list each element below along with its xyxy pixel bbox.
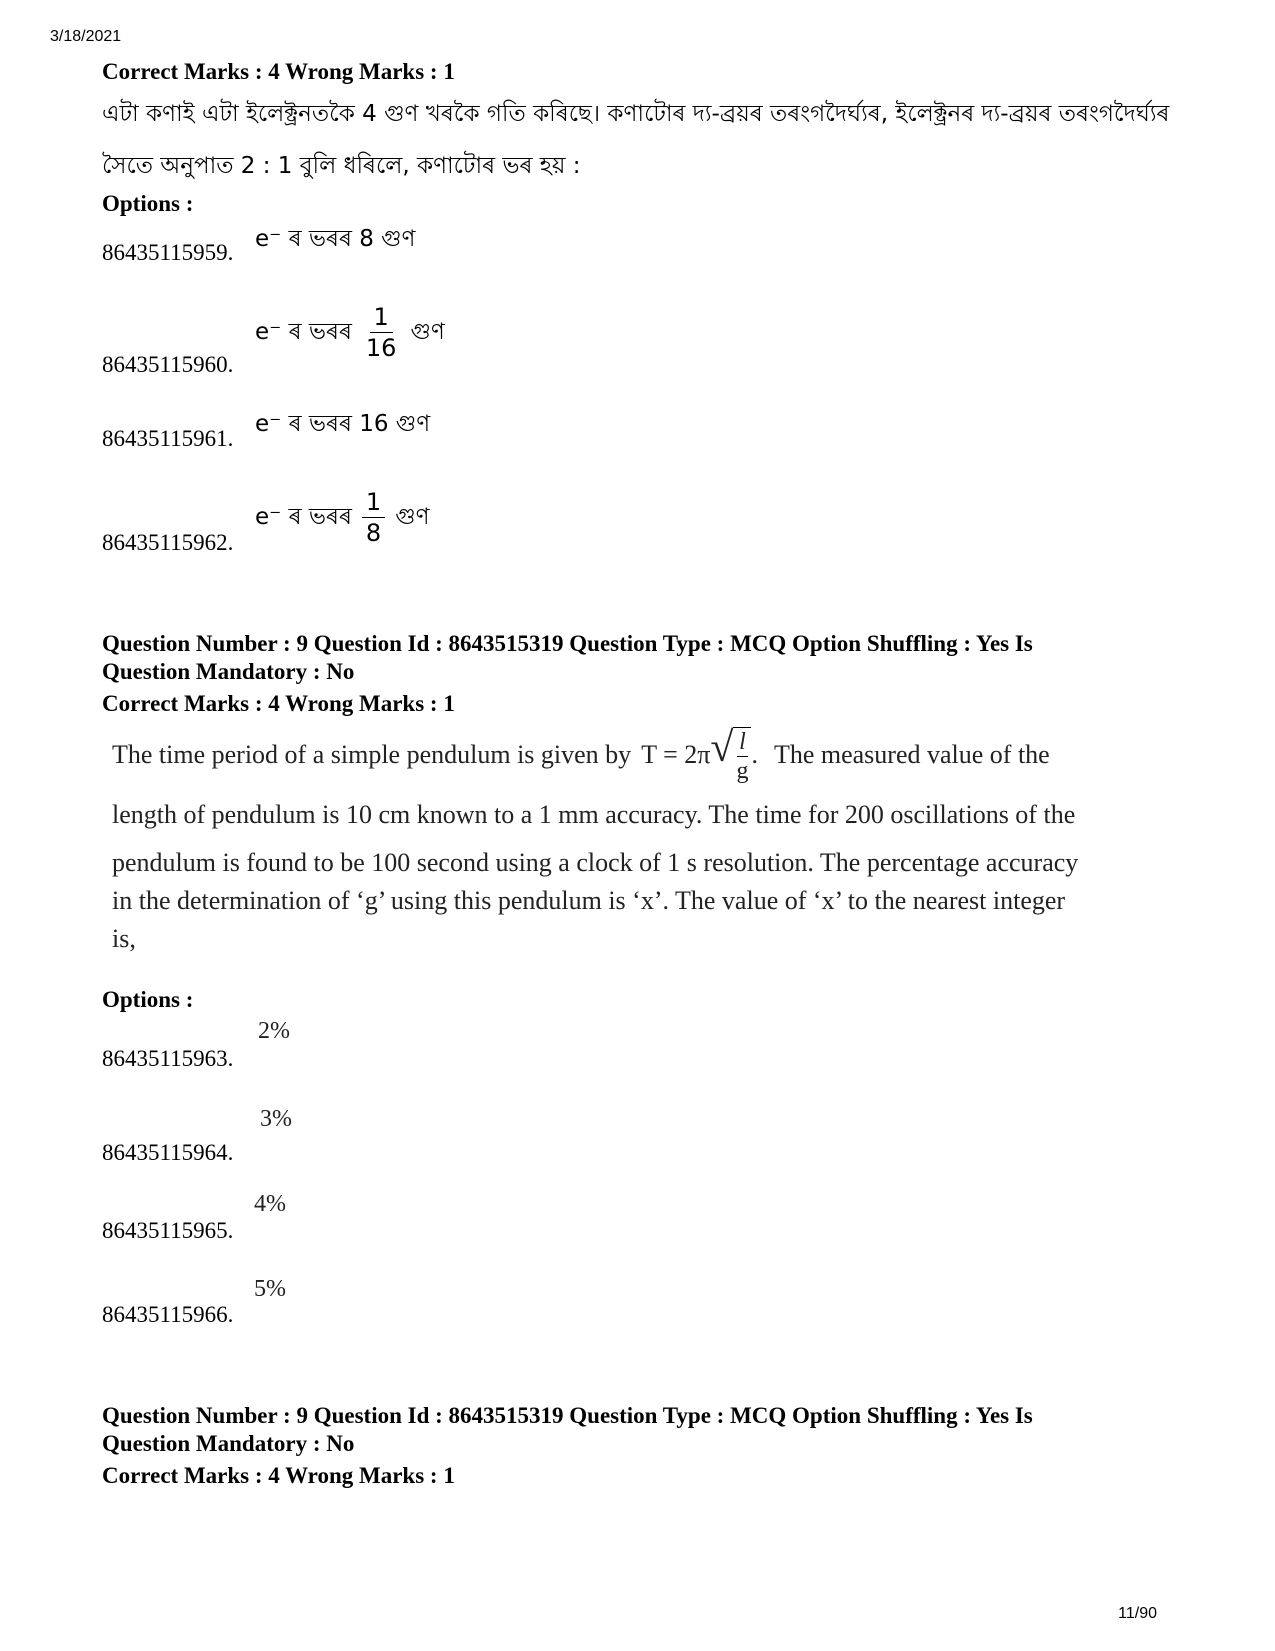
q9-stem-line2: length of pendulum is 10 cm known to a 1 mm accuracy. The time for 200 oscillations of the — [112, 800, 1076, 829]
page-number: 11/90 — [1118, 1605, 1157, 1622]
q9-option-1-value: 2% — [258, 1018, 290, 1044]
q8-option-1-id: 86435115959. — [102, 240, 234, 265]
q9-stem-line1-b: The measured value of the — [773, 740, 1050, 769]
q8-option-2-prefix: e⁻ ৰ ভৰৰ — [255, 319, 352, 345]
radicand-fraction — [733, 727, 751, 783]
q9-option-2-id: 86435115964. — [102, 1140, 234, 1165]
q8-option-3-id: 86435115961. — [102, 426, 234, 451]
pendulum-formula — [641, 727, 758, 783]
formula-lhs: T = 2π — [641, 740, 711, 769]
q9-option-4-id: 86435115966. — [102, 1302, 234, 1327]
q9-option-2-value: 3% — [260, 1106, 292, 1132]
q8-option-2-fraction — [362, 305, 401, 360]
fraction-denominator: 16 — [365, 334, 397, 362]
q9-stem-line4: in the determination of ‘g’ using this pendulum is ‘x’. The value of ‘x’ to the nearest integer — [112, 886, 1066, 915]
q9-options-label: Options : — [102, 987, 194, 1012]
print-date: 3/18/2021 — [50, 28, 122, 45]
fraction-numerator: 1 — [362, 490, 385, 518]
formula-end: . — [751, 740, 758, 769]
radical-sign-icon: √ — [710, 725, 734, 771]
fraction-numerator: 1 — [370, 305, 393, 333]
q8-stem-line2: সৈতে অনুপাত 2 : 1 বুলি ধৰিলে, কণাটোৰ ভৰ হয় : — [102, 153, 581, 179]
q9-stem-line1 — [112, 722, 1050, 788]
q8-option-3-text: e⁻ ৰ ভৰৰ 16 গুণ — [255, 411, 431, 437]
q8-option-1 — [255, 220, 415, 259]
q10-marks: Correct Marks : 4 Wrong Marks : 1 — [102, 1463, 455, 1488]
fraction-denominator: g — [736, 758, 749, 784]
q9-option-4-value: 5% — [254, 1276, 286, 1302]
fraction-numerator: l — [739, 729, 746, 755]
q10-meta-line1: Question Number : 9 Question Id : 8643515319 Question Type : MCQ Option Shuffling : Yes Is — [102, 1403, 1033, 1428]
q9-option-3-id: 86435115965. — [102, 1218, 234, 1243]
q8-option-1-text: e⁻ ৰ ভৰৰ 8 গুণ — [255, 226, 416, 252]
q8-marks: Correct Marks : 4 Wrong Marks : 1 — [102, 59, 455, 84]
q9-meta-line1: Question Number : 9 Question Id : 8643515319 Question Type : MCQ Option Shuffling : Yes Is — [102, 631, 1033, 656]
q8-option-2 — [255, 305, 445, 360]
fraction-denominator: 8 — [365, 519, 382, 547]
q9-stem-line3: pendulum is found to be 100 second using a clock of 1 s resolution. The percentage accuracy — [112, 848, 1079, 877]
q8-options-label: Options : — [102, 191, 194, 216]
q8-stem-line1: এটা কণাই এটা ইলেক্ট্ৰনতকৈ 4 গুণ খৰকৈ গতি কৰিছে। কণাটোৰ দ্য-ব্ৰয়ৰ তৰংগদৈৰ্ঘ্যৰ, ইলেক্ট্ৰনৰ দ্য-ব্ৰয়ৰ তৰংগদৈৰ্ঘ্যৰ — [102, 101, 1170, 127]
square-root — [710, 727, 751, 783]
q9-stem-line1-a: The time period of a simple pendulum is given by — [112, 740, 632, 769]
q10-meta-line2: Question Mandatory : No — [102, 1431, 355, 1456]
q9-meta-line2: Question Mandatory : No — [102, 659, 355, 684]
q9-marks: Correct Marks : 4 Wrong Marks : 1 — [102, 691, 455, 716]
q9-option-1-id: 86435115963. — [102, 1046, 234, 1071]
q8-option-2-id: 86435115960. — [102, 352, 234, 377]
q8-option-4-suffix: গুণ — [395, 504, 430, 530]
q8-option-4 — [255, 490, 430, 545]
q8-option-2-suffix: গুণ — [410, 319, 445, 345]
q8-option-4-id: 86435115962. — [102, 530, 234, 555]
q9-option-3-value: 4% — [254, 1191, 286, 1217]
q8-option-4-prefix: e⁻ ৰ ভৰৰ — [255, 504, 352, 530]
q9-stem-line5: is, — [112, 924, 136, 953]
q8-option-4-fraction — [362, 490, 385, 545]
q8-option-3 — [255, 405, 430, 444]
q9-stem — [112, 722, 1192, 982]
